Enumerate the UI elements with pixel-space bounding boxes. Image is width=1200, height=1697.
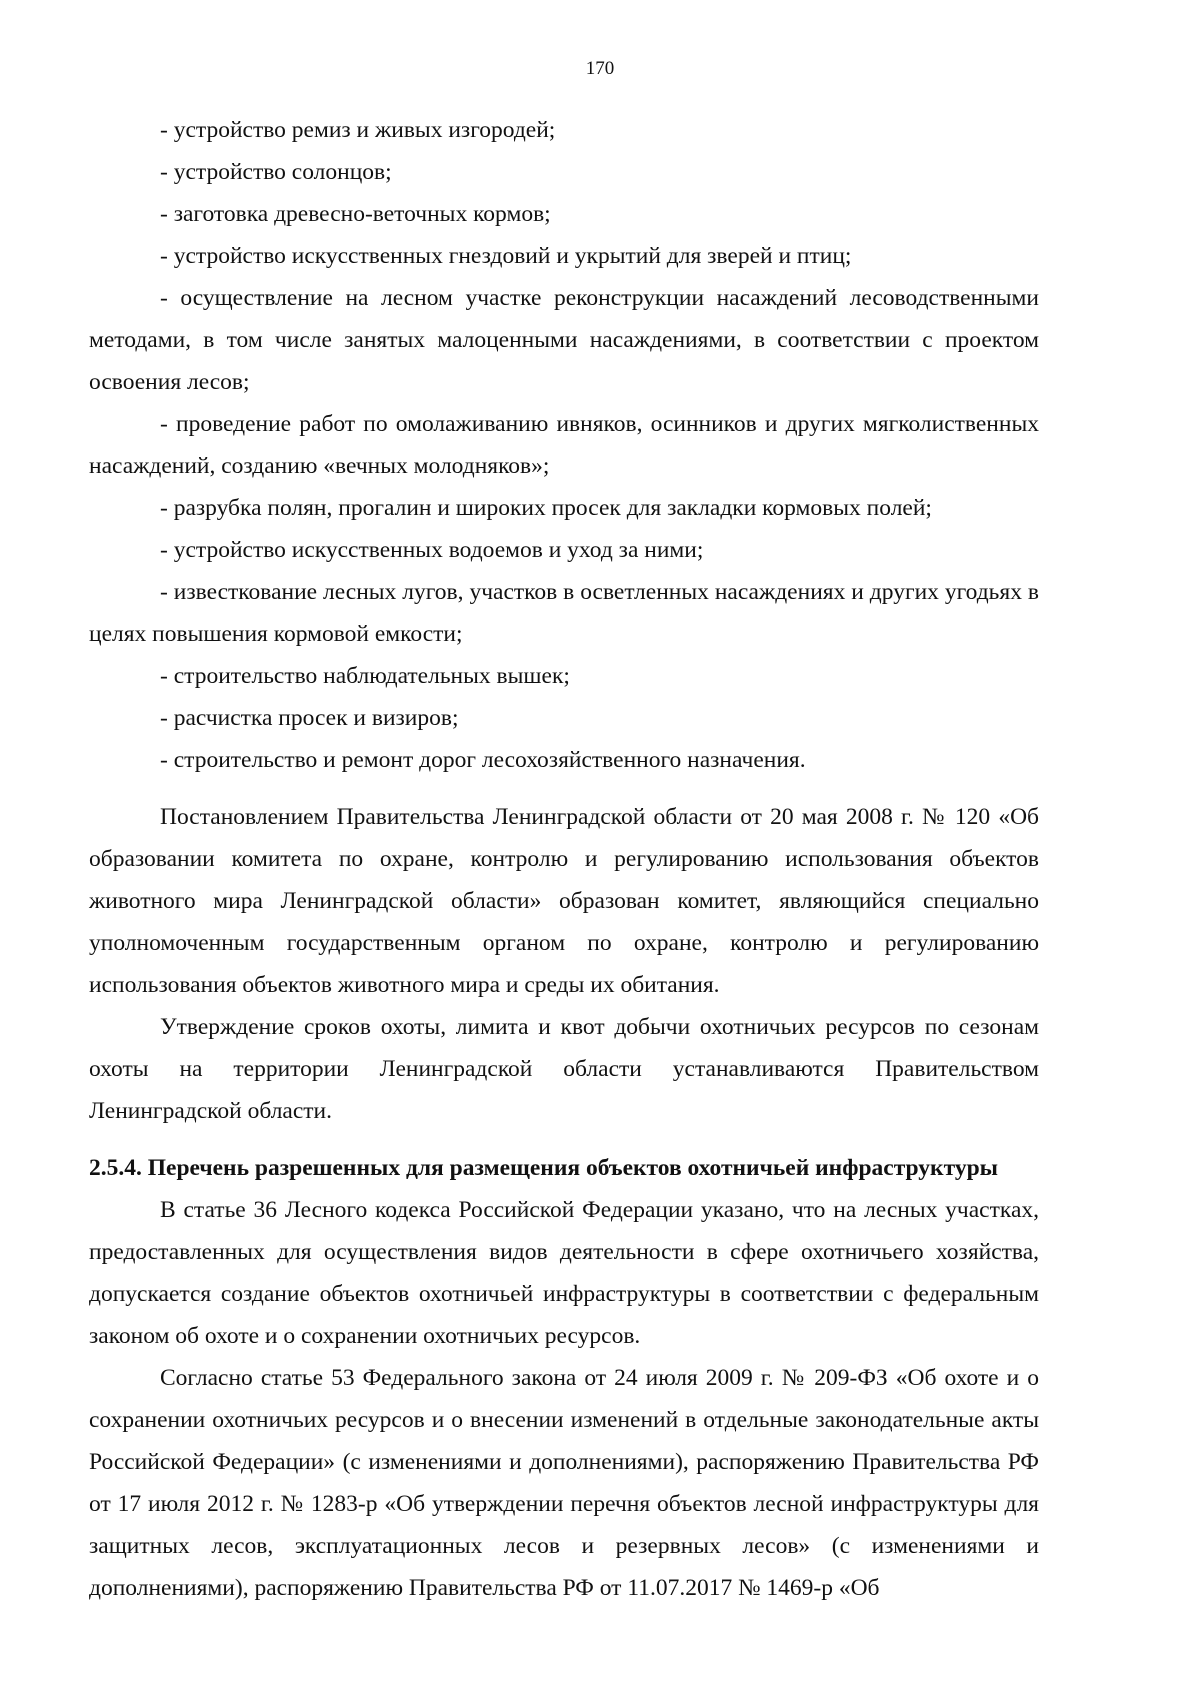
body-paragraph: Постановлением Правительства Ленинградской области от 20 мая 2008 г. № 120 «Об образовании комитета по охране, контролю и регулированию использования объектов животного мира Ленинградской области» образован комитет, являющийся специально уполномоченным государственным органом по охране, контролю и регулированию использования объектов животного мира и среды их обитания. [89,804,1039,998]
list-item: - расчистка просек и визиров; [160,705,459,731]
list-item: - разрубка полян, прогалин и широких просек для закладки кормовых полей; [160,495,932,521]
list-item: - проведение работ по омолаживанию ивняков, осинников и других мягколиственных насаждений, созданию «вечных молодняков»; [89,411,1039,479]
section-paragraph: В статье 36 Лесного кодекса Российской Федерации указано, что на лесных участках, предоставленных для осуществления видов деятельности в сфере охотничьего хозяйства, допускается создание объектов охотничьей инфраструктуры в соответствии с федеральным законом об охоте и о сохранении охотничьих ресурсов. [89,1197,1039,1349]
list-item: - устройство искусственных гнездовий и укрытий для зверей и птиц; [160,243,852,269]
list-item: - устройство ремиз и живых изгородей; [160,117,556,143]
section-heading: 2.5.4. Перечень разрешенных для размещения объектов охотничьей инфраструктуры [89,1155,998,1181]
list-item: - строительство и ремонт дорог лесохозяйственного назначения. [160,747,806,773]
list-item: - заготовка древесно-веточных кормов; [160,201,551,227]
list-item: - устройство искусственных водоемов и уход за ними; [160,537,704,563]
body-paragraph: Утверждение сроков охоты, лимита и квот добычи охотничьих ресурсов по сезонам охоты на территории Ленинградской области устанавливаются Правительством Ленинградской области. [89,1014,1039,1124]
list-item: - известкование лесных лугов, участков в осветленных насаждениях и других угодьях в целях повышения кормовой емкости; [89,579,1039,647]
page-content [89,109,1039,1609]
list-item: - осуществление на лесном участке реконструкции насаждений лесоводственными методами, в том числе занятых малоценными насаждениями, в соответствии с проектом освоения лесов; [89,285,1039,395]
section-paragraph: Согласно статье 53 Федерального закона от 24 июля 2009 г. № 209-ФЗ «Об охоте и о сохранении охотничьих ресурсов и о внесении изменений в отдельные законодательные акты Российской Федерации» (с изменениями и дополнениями), распоряжению Правительства РФ от 17 июля 2012 г. № 1283-р «Об утверждении перечня объектов лесной инфраструктуры для защитных лесов, эксплуатационных лесов и резервных лесов» (с изменениями и дополнениями), распоряжению Правительства РФ от 11.07.2017 № 1469-р «Об [89,1365,1039,1601]
list-item: - строительство наблюдательных вышек; [160,663,570,689]
page-number: 170 [585,58,615,79]
list-item: - устройство солонцов; [160,159,392,185]
